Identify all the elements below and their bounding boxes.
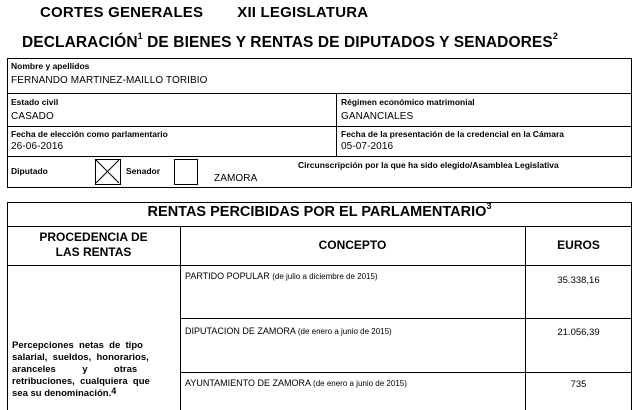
divider: [7, 126, 632, 127]
divider: [7, 93, 632, 94]
circumscription-label: Circunscripción por la que ha sido elegido/Asamblea Legislativa: [298, 160, 559, 170]
credential-date-label: Fecha de la presentación de la credencial en la Cámara: [341, 129, 564, 139]
civil-status-value: CASADO: [11, 111, 54, 122]
regime-label: Régimen económico matrimonial: [341, 97, 475, 107]
election-date-label: Fecha de elección como parlamentario: [11, 129, 168, 139]
procedencia-description: Percepciones netas de tipo salarial, sueldos, honorarios, aranceles y otras retribuciones, cualquiera que sea su denominación.$^4$: [12, 340, 150, 399]
header-left: CORTES GENERALES: [40, 4, 204, 21]
divider: [180, 372, 632, 373]
credential-date-value: 05-07-2016: [341, 141, 394, 152]
col-euros: EUROS: [557, 238, 600, 252]
divider: [7, 265, 632, 266]
row-amount: 735: [570, 379, 587, 390]
civil-status-label: Estado civil: [11, 97, 59, 107]
election-date-value: 26-06-2016: [11, 141, 64, 152]
divider: [7, 156, 632, 157]
table-row: PARTIDO POPULAR (de julio a diciembre de 2015): [185, 271, 378, 281]
circumscription-value: ZAMORA: [214, 173, 258, 184]
diputado-label: Diputado: [11, 166, 48, 176]
divider: [7, 226, 632, 227]
rentas-title: RENTAS PERCIBIDAS POR EL PARLAMENTARIO$^3$: [147, 201, 492, 220]
header-cortes: [40, 4, 368, 21]
name-value: FERNANDO MARTINEZ-MAILLO TORIBIO: [11, 75, 208, 86]
table-row: AYUNTAMIENTO DE ZAMORA (de enero a junio de 2015): [185, 378, 407, 388]
divider: [180, 318, 632, 319]
senador-label: Senador: [126, 166, 161, 176]
divider: [336, 93, 337, 156]
row-amount: 21.056,39: [557, 327, 600, 338]
cross-check-icon: [96, 160, 119, 183]
regime-value: GANANCIALES: [341, 111, 414, 122]
row-amount: 35.338,16: [557, 275, 600, 286]
diputado-checkbox[interactable]: [95, 159, 121, 185]
col-concepto: CONCEPTO: [318, 238, 387, 252]
senador-checkbox[interactable]: [174, 159, 198, 185]
header-right: XII LEGISLATURA: [237, 4, 369, 21]
name-label: Nombre y apellidos: [11, 61, 90, 71]
table-row: DIPUTACION DE ZAMORA (de enero a junio de 2015): [185, 326, 392, 336]
page-title: DECLARACIÓN$^1$ DE BIENES Y RENTAS DE DIPUTADOS Y SENADORES$^2$: [22, 31, 558, 51]
col-procedencia: PROCEDENCIA DE LAS RENTAS: [39, 230, 148, 259]
